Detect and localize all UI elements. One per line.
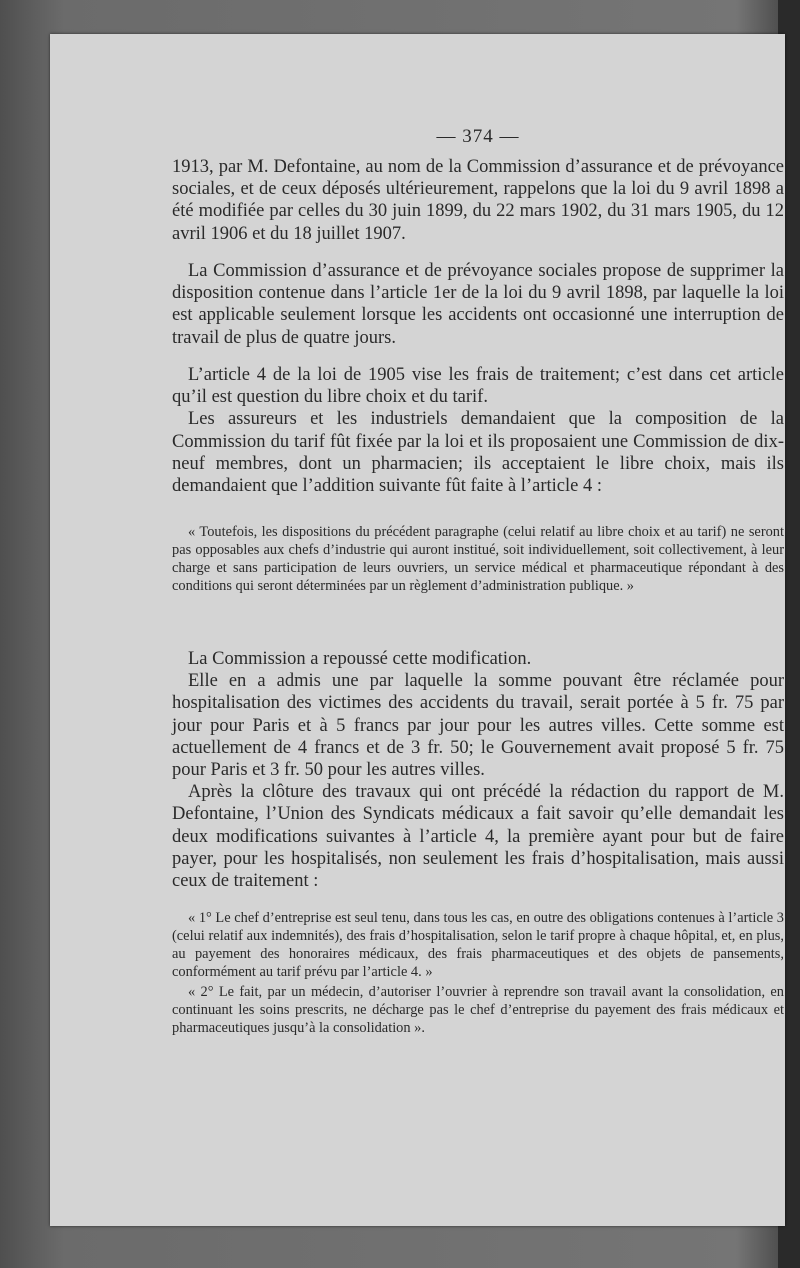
quotation: « 2° Le fait, par un médecin, d’autoriser l’ouvrier à reprendre son travail avant la consolidation, en continuant les soins prescrits, ne décharge pas le chef d’entreprise du payement des frais médicaux et pharmaceutiques jusqu’à la consolidation ».: [172, 984, 784, 1036]
paragraph-block-2: [172, 260, 784, 349]
paragraph: Après la clôture des travaux qui ont précédé la rédaction du rapport de M. Defontaine, l’Union des Syndicats médicaux a fait savoir qu’elle demandait les deux modifications suivantes à l’article 4, la première ayant pour but de faire payer, pour les hospitalisés, non seulement les frais d’hospitalisation, mais aussi ceux de traitement :: [172, 782, 784, 892]
paragraph: 1913, par M. Defontaine, au nom de la Commission d’assurance et de prévoyance sociales, et de ceux déposés ultérieurement, rappelons que la loi du 9 avril 1898 a été modifiée par celles du 30 juin 1899, du 22 mars 1902, du 31 mars 1905, du 12 avril 1906 et du 18 juillet 1907.: [172, 157, 784, 244]
paragraph-block-1: [172, 156, 784, 245]
paragraph: Les assureurs et les industriels demandaient que la composition de la Commission du tarif fût fixée par la loi et ils proposaient une Commission de dix-neuf membres, dont un pharmacien; ils acceptaient le libre choix, mais ils demandaient que l’addition suivante fût faite à l’article 4 :: [172, 409, 784, 497]
quotation: « Toutefois, les dispositions du précédent paragraphe (celui relatif au libre choix et au tarif) ne seront pas opposables aux chefs d’industrie qui auront institué, soit individuellement, soit collectivement, à leur charge et sans participation de leurs ouvriers, un service médical et pharmaceutique répondant à des conditions qui seront déterminées par un règlement d’administration publique. »: [172, 524, 784, 594]
paragraph-block-4: [172, 648, 784, 892]
paragraph: La Commission a repoussé cette modification.: [188, 649, 532, 669]
quotation: « 1° Le chef d’entreprise est seul tenu, dans tous les cas, en outre des obligations contenues à l’article 3 (celui relatif aux indemnités), des frais d’hospitalisation, selon le tarif propre à chaque hôpital, et, en plus, au payement des honoraires médicaux, des frais pharmaceutiques et des objets de pansements, conformément au tarif prévu par l’article 4. »: [172, 910, 784, 980]
document-page: [50, 34, 785, 1226]
quote-block-2: [172, 909, 784, 1037]
quote-block-1: [172, 523, 784, 595]
paragraph: Elle en a admis une par laquelle la somme pouvant être réclamée pour hospitalisation des victimes des accidents du travail, serait portée à 5 fr. 75 par jour pour Paris et à 5 francs par jour pour les autres villes. Cette somme est actuellement de 4 francs et de 3 fr. 50; le Gouvernement avait proposé 5 fr. 75 pour Paris et 3 fr. 50 pour les autres villes.: [172, 671, 784, 781]
paragraph-block-3: [172, 364, 784, 497]
page-number: — 374 —: [436, 126, 520, 147]
paragraph: La Commission d’assurance et de prévoyance sociales propose de supprimer la disposition contenue dans l’article 1er de la loi du 9 avril 1898, par laquelle la loi est applicable seulement lorsque les accidents ont occasionné une interruption de travail de plus de quatre jours.: [172, 261, 784, 348]
paragraph: L’article 4 de la loi de 1905 vise les frais de traitement; c’est dans cet article qu’il est question du libre choix et du tarif.: [172, 365, 784, 408]
